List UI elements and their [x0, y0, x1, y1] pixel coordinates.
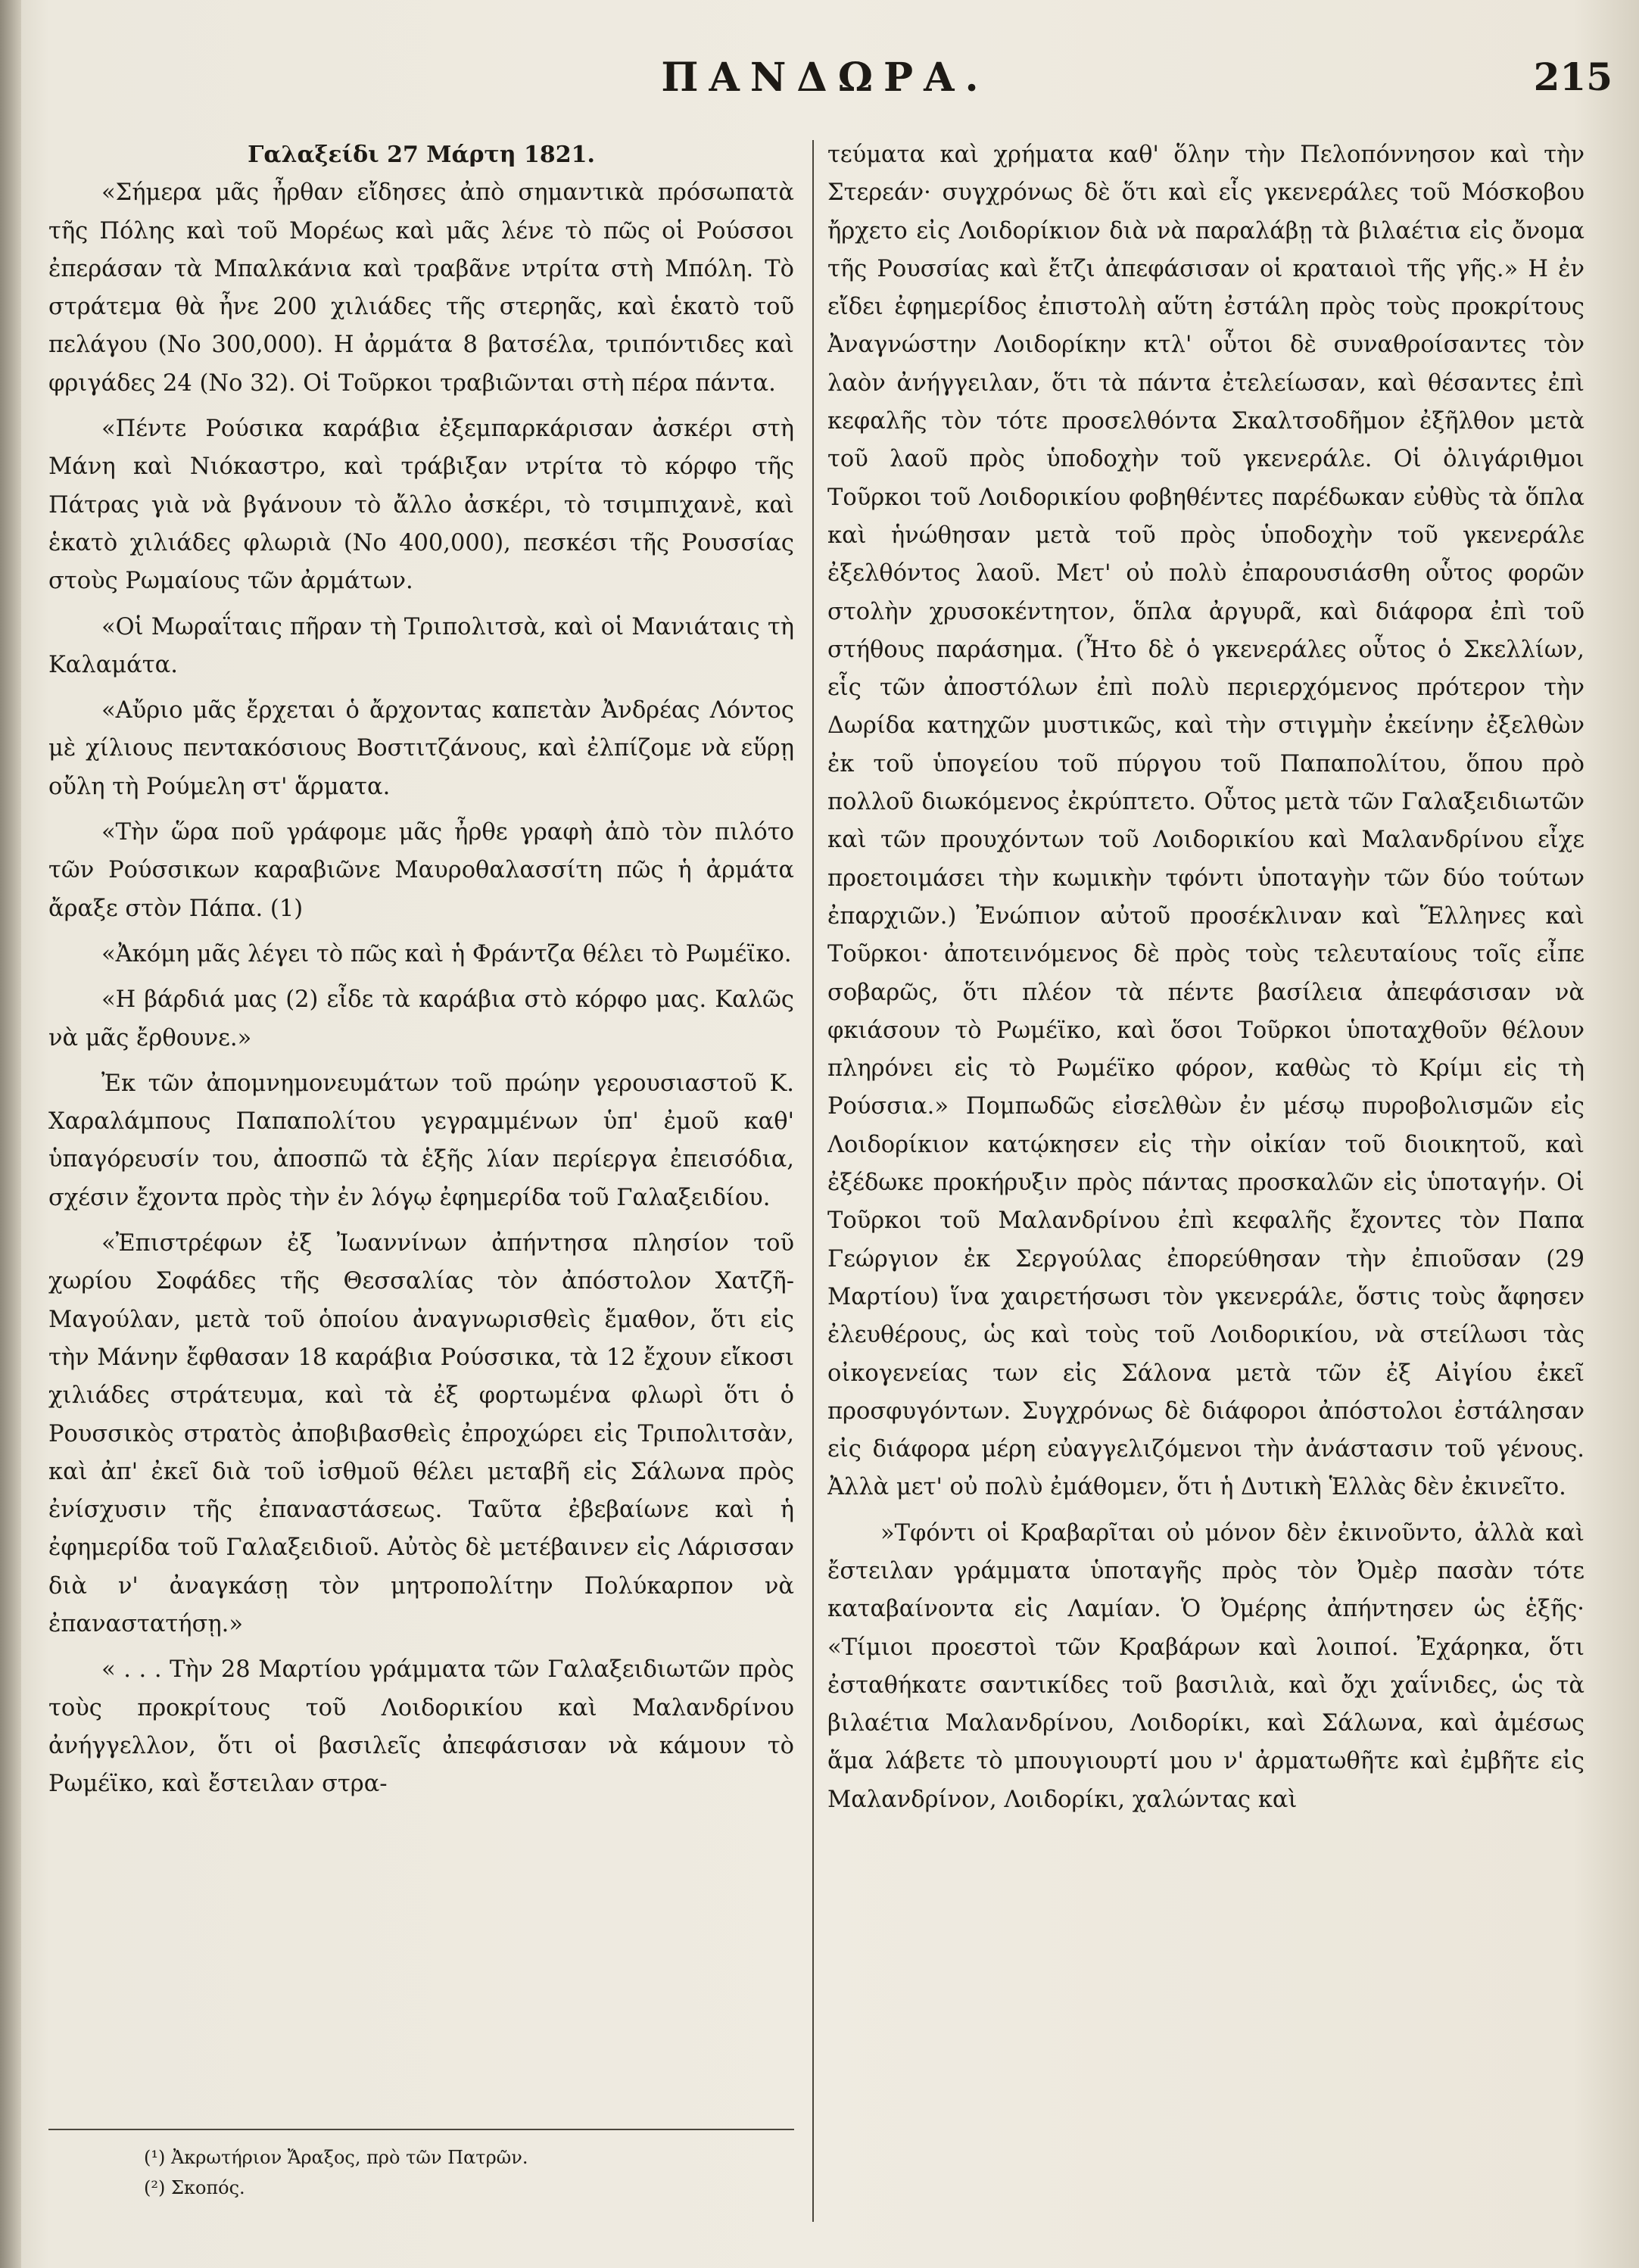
- paragraph: «Πέντε Ρούσικα καράβια ἐξεμπαρκάρισαν ἀσκέρι στὴ Μάνη καὶ Νιόκαστρο, καὶ τράβιξαν ντρίτα τὸ κόρφο τῆς Πάτρας γιὰ νὰ βγάνουν τὸ ἄλλο ἀσκέρι, τὸ τσιμπιχανὲ, καὶ ἑκατὸ χιλιάδες φλωριὰ (Νο 400,000), πεσκέσι τῆς Ρουσσίας στοὺς Ρωμαίους τῶν ἀρμάτων.: [48, 416, 794, 595]
- paragraph: «Οἱ Μωραΐταις πῆραν τὴ Τριπολιτσὰ, καὶ οἱ Μανιάταις τὴ Καλαμάτα.: [48, 613, 794, 678]
- left-column: [48, 136, 794, 2104]
- paragraph: «Η βάρδιά μας (2) εἶδε τὰ καράβια στὸ κόρφο μας. Καλῶς νὰ μᾶς ἔρθουνε.»: [48, 986, 794, 1051]
- page-binding-edge: [0, 0, 21, 2268]
- footnotes: [144, 2142, 795, 2203]
- paragraph: «Αὔριο μᾶς ἔρχεται ὁ ἄρχοντας καπετὰν Ἀνδρέας Λόντος μὲ χίλιους πεντακόσιους Βοστιτζάνους, καὶ ἐλπίζομε νὰ εὕρῃ οὔλη τὴ Ρούμελη στ' ἅρματα.: [48, 697, 794, 800]
- paragraph: Ἐκ τῶν ἀπομνημονευμάτων τοῦ πρώην γερουσιαστοῦ Κ. Χαραλάμπους Παπαπολίτου γεγραμμένων ὑπ' ἐμοῦ καθ' ὑπαγόρευσίν του, ἀποσπῶ τὰ ἑξῆς λίαν περίεργα ἐπεισόδια, σχέσιν ἔχοντα πρὸς τὴν ἐν λόγῳ ἐφημερίδα τοῦ Γαλαξειδίου.: [48, 1070, 794, 1211]
- footnote-divider: [48, 2129, 794, 2130]
- paragraph: « . . . Τὴν 28 Μαρτίου γράμματα τῶν Γαλαξειδιωτῶν πρὸς τοὺς προκρίτους τοῦ Λοιδορικίου καὶ Μαλανδρίνου ἀνήγγελλον, ὅτι οἱ βασιλεῖς ἀπεφάσισαν νὰ κάμουν τὸ Ρωμέϊκο, καὶ ἔστειλαν στρα-: [48, 1656, 794, 1798]
- dateline: Γαλαξείδι 27 Μάρτη 1821.: [248, 142, 595, 168]
- paragraph: »Τφόντι οἱ Κραβαρῖται οὐ μόνον δὲν ἐκινοῦντο, ἀλλὰ καὶ ἔστειλαν γράμματα ὑποταγῆς πρὸς τὸν Ὀμὲρ πασὰν τότε καταβαίνοντα εἰς Λαμίαν. Ὁ Ὀμέρης ἀπήντησεν ὡς ἑξῆς· «Τίμιοι προεστοὶ τῶν Κραβάρων καὶ λοιποί. Ἐχάρηκα, ὅτι ἐσταθήκατε σαντικίδες τοῦ βασιλιὰ, καὶ ὄχι χαΐνιδες, ὡς τὰ βιλαέτια Μαλανδρίνου, Λοιδορίκι, καὶ Σάλωνα, καὶ ἀμέσως ἅμα λάβετε τὸ μπουγιουρτί μου ν' ἀρματωθῆτε καὶ ἐμβῆτε εἰς Μαλανδρίνον, Λοιδορίκι, χαλώντας καὶ: [827, 1519, 1584, 1813]
- column-divider: [812, 140, 814, 2222]
- footnote: (²) Σκοπός.: [144, 2177, 245, 2198]
- footnote: (¹) Ἀκρωτήριον Ἄραξος, πρὸ τῶν Πατρῶν.: [144, 2147, 528, 2168]
- paragraph: τεύματα καὶ χρήματα καθ' ὅλην τὴν Πελοπόννησον καὶ τὴν Στερεάν· συγχρόνως δὲ ὅτι καὶ εἷς γκενεράλες τοῦ Μόσκοβου ἤρχετο εἰς Λοιδορίκιον διὰ νὰ παραλάβῃ τὰ βιλαέτια εἰς ὄνομα τῆς Ρουσσίας καὶ ἔτζι ἀπεφάσισαν οἱ κραταιοὶ τῆς γῆς.» Η ἐν εἴδει ἐφημερίδος ἐπιστολὴ αὕτη ἐστάλη πρὸς τοὺς προκρίτους Ἀναγνώστην Λοιδορίκην κτλ' οὗτοι δὲ συναθροίσαντες τὸν λαὸν ἀνήγγειλαν, ὅτι τὰ πάντα ἐτελείωσαν, καὶ θέσαντες ἐπὶ κεφαλῆς τὸν τότε προσελθόντα Σκαλτσοδῆμον ἐξῆλθον μετὰ τοῦ λαοῦ πρὸς ὑποδοχὴν τοῦ γκενεράλε. Οἱ ὀλιγάριθμοι Τοῦρκοι τοῦ Λοιδορικίου φοβηθέντες παρέδωκαν εὐθὺς τὰ ὅπλα καὶ ἡνώθησαν μετὰ τοῦ πρὸς ὑποδοχὴν τοῦ γκενεράλε ἐξελθόντος λαοῦ. Μετ' οὐ πολὺ ἐπαρουσιάσθη οὗτος φορῶν στολὴν χρυσοκέντητον, ὅπλα ἀργυρᾶ, καὶ διάφορα ἐπὶ τοῦ στήθους παράσημα. (Ἦτο δὲ ὁ γκενεράλες οὗτος ὁ Σκελλίων, εἷς τῶν ἀποστόλων ἐπὶ πολὺ περιερχόμενος πρότερον τὴν Δωρίδα κατηχῶν μυστικῶς, καὶ τὴν στιγμὴν ἐκείνην ἐξελθὼν ἐκ τοῦ ὑπογείου τοῦ πύργου τοῦ Παπαπολίτου, ὅπου πρὸ πολλοῦ διωκόμενος ἐκρύπτετο. Οὗτος μετὰ τῶν Γαλαξειδιωτῶν καὶ τῶν προυχόντων τοῦ Λοιδορικίου καὶ Μαλανδρίνου εἶχε προετοιμάσει τὴν κωμικὴν τφόντι ὑποταγὴν τῶν δύο τούτων ἐπαρχιῶν.) Ἐνώπιον αὐτοῦ προσέκλιναν καὶ Ἕλληνες καὶ Τοῦρκοι· ἀποτεινόμενος δὲ πρὸς τοὺς τελευταίους τοῖς εἶπε σοβαρῶς, ὅτι πλέον τὰ πέντε βασίλεια ἀπεφάσισαν νὰ φκιάσουν τὸ Ρωμέϊκο, καὶ ὅσοι Τοῦρκοι ὑποταχθοῦν θέλουν πληρόνει εἰς τὸ Ρωμέϊκο φόρον, καθὼς τὸ Κρίμι εἰς τὴ Ρούσσια.» Πομπωδῶς εἰσελθὼν ἐν μέσῳ πυροβολισμῶν εἰς Λοιδορίκιον κατῴκησεν εἰς τὴν οἰκίαν τοῦ διοικητοῦ, καὶ ἐξέδωκε προκήρυξιν πρὸς πάντας προσκαλῶν εἰς ὑποταγήν. Οἱ Τοῦρκοι τοῦ Μαλανδρίνου ἐπὶ κεφαλῆς ἔχοντες τὸν Παπα Γεώργιον ἐκ Σεργούλας ἐπορεύθησαν τὴν ἐπιοῦσαν (29 Μαρτίου) ἵνα χαιρετήσωσι τὸν γκενεράλε, ὅστις τοὺς ἄφησεν ἐλευθέρους, ὡς καὶ τοὺς τοῦ Λοιδορικίου, νὰ στείλωσι τὰς οἰκογενείας των εἰς Σάλονα μετὰ τῶν ἐξ Αἰγίου ἐκεῖ προσφυγόντων. Συγχρόνως δὲ διάφοροι ἀπόστολοι ἐστάλησαν εἰς διάφορα μέρη εὐαγγελιζόμενοι τὴν ἀνάστασιν τοῦ γένους. Ἀλλὰ μετ' οὐ πολὺ ἐμάθομεν, ὅτι ἡ Δυτικὴ Ἑλλὰς δὲν ἐκινεῖτο.: [827, 142, 1584, 1501]
- paragraph: «Τὴν ὥρα ποῦ γράφομε μᾶς ἦρθε γραφὴ ἀπὸ τὸν πιλότο τῶν Ρούσσικων καραβιῶνε Μαυροθαλασσίτη πῶς ἡ ἀρμάτα ἄραξε στὸν Πάπα. (1): [48, 819, 794, 922]
- paragraph: «Ἀκόμη μᾶς λέγει τὸ πῶς καὶ ἡ Φράντζα θέλει τὸ Ρωμέϊκο.: [101, 940, 792, 967]
- page-number: 215: [1533, 55, 1613, 99]
- paragraph: «Σήμερα μᾶς ἦρθαν εἴδησες ἀπὸ σημαντικὰ πρόσωπατὰ τῆς Πόλης καὶ τοῦ Μορέως καὶ μᾶς λένε τὸ πῶς οἱ Ρούσσοι ἐπεράσαν τὰ Μπαλκάνια καὶ τραβᾶνε ντρίτα στὴ Μπόλη. Τὸ στράτεμα θὰ ἦνε 200 χιλιάδες τῆς στερηᾶς, καὶ ἑκατὸ τοῦ πελάγου (Νο 300,000). Η ἀρμάτα 8 βατσέλα, τριπόντιδες καὶ φριγάδες 24 (Νο 32). Οἱ Τοῦρκοι τραβιῶνται στὴ πέρα πάντα.: [48, 179, 794, 397]
- paragraph: «Ἐπιστρέφων ἐξ Ἰωαννίνων ἀπήντησα πλησίον τοῦ χωρίου Σοφάδες τῆς Θεσσαλίας τὸν ἀπόστολον Χατζῆ-Μαγούλαν, μετὰ τοῦ ὁποίου ἀναγνωρισθεὶς ἔμαθον, ὅτι εἰς τὴν Μάνην ἔφθασαν 18 καράβια Ρούσσικα, τὰ 12 ἔχουν εἴκοσι χιλιάδες στράτευμα, καὶ τὰ ἐξ φορτωμένα φλωρὶ ὅτι ὁ Ρουσσικὸς στρατὸς ἀποβιβασθεὶς ἐπροχώρει εἰς Τριπολιτσὰν, καὶ ἀπ' ἐκεῖ διὰ τοῦ ἰσθμοῦ θέλει μεταβῆ εἰς Σάλωνα πρὸς ἐνίσχυσιν τῆς ἐπαναστάσεως. Ταῦτα ἐβεβαίωνε καὶ ἡ ἐφημερίδα τοῦ Γαλαξειδιοῦ. Αὐτὸς δὲ μετέβαινεν εἰς Λάρισσαν διὰ ν' ἀναγκάσῃ τὸν μητροπολίτην Πολύκαρπον νὰ ἐπαναστατήσῃ.»: [48, 1230, 794, 1637]
- running-title: ΠΑΝΔΩΡΑ.: [661, 55, 989, 101]
- right-column: [827, 136, 1584, 2104]
